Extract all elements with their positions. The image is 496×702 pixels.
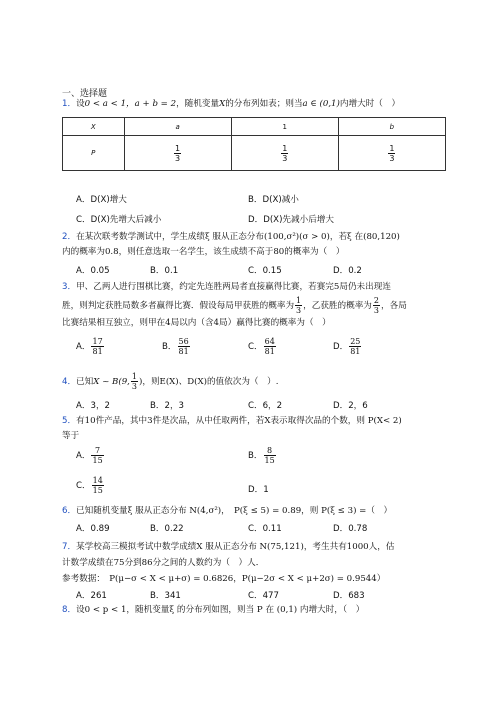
question-1: 1．设0 < a < 1，a + b = 2，随机变量X的分布列如表；则当a ∈ (0,1)内增大时（ ） — [62, 99, 401, 109]
table-cell: X — [63, 118, 125, 136]
option-b: B．2，3 — [150, 401, 185, 411]
option-d: D． $\frac{25}{81}$ — [333, 337, 361, 356]
option-c: C．D(X)先增大后减小 — [76, 215, 162, 225]
option-d: D．0.78 — [333, 524, 368, 534]
question-3: 3．甲、乙两人进行围棋比赛，约定先连胜两局者直接赢得比赛，若赛完5局仍未出现连 胜，则判定获胜局数多者赢得比赛．假设每局甲获胜的概率为 $\frac{1}{3}$ ，乙获胜的概率为 $\frac{2}{3}$ ，各局 比赛结果相互独立，则甲在4局以内（含4局）赢得比赛的概率为（ ） — [62, 282, 407, 328]
option-a: A．261 — [76, 591, 107, 601]
fraction: $\frac{1}{3}$ — [389, 143, 395, 163]
fraction: $\frac{1}{3}$ — [296, 296, 302, 315]
option-b: B． $\frac{8}{15}$ — [248, 446, 275, 465]
option-c: C． $\frac{14}{15}$ — [76, 476, 103, 495]
option-a: A．0.89 — [76, 524, 110, 534]
option-d: D．D(X)先减小后增大 — [248, 215, 334, 225]
option-b: B．0.22 — [150, 524, 184, 534]
option-d: D．683 — [333, 591, 365, 601]
option-d: D．1 — [248, 485, 269, 495]
question-number: 5． — [62, 416, 77, 426]
question-number: 7． — [62, 542, 77, 552]
question-8: 8．设0 < p < 1，随机变量ξ 的分布列如图，则当 P 在 (0,1) 内增大时，（ ） — [62, 605, 365, 615]
question-number: 3． — [62, 282, 77, 292]
table-cell: b — [338, 118, 445, 136]
option-a: A． $\frac{7}{15}$ — [76, 446, 103, 465]
question-number: 2． — [62, 232, 77, 242]
distribution-table — [62, 117, 446, 171]
option-a: A．D(X)增大 — [76, 195, 127, 205]
table-cell: 1 — [231, 118, 338, 136]
section-title: 一、选择题 — [62, 89, 108, 99]
table-row — [63, 136, 446, 171]
question-7: 7．某学校高三模拟考试中数学成绩X 服从正态分布 N(75,121)，考生共有1000人，估 计数学成绩在75分到86分之间的人数约为（ ）人． 参考数据： P(μ−σ < X < μ+σ) = 0.6826，P(μ−2σ < X < μ+2σ) = 0.9544） — [62, 542, 395, 584]
table-cell — [338, 136, 445, 171]
question-number: 4． — [62, 377, 77, 387]
option-b: B．341 — [150, 591, 181, 601]
question-number: 8． — [62, 605, 77, 615]
question-number: 6． — [62, 506, 77, 516]
table-cell — [124, 136, 231, 171]
option-c: C．6，2 — [248, 401, 283, 411]
option-a: A． $\frac{17}{81}$ — [76, 337, 103, 356]
option-b: B． $\frac{56}{81}$ — [162, 337, 189, 356]
question-5: 5．有10件产品，其中3件是次品，从中任取两件，若X表示取得次品的个数，则 P(X< 2) 等于 — [62, 416, 402, 441]
question-number: 1． — [62, 99, 77, 109]
option-c: C．0.11 — [248, 524, 282, 534]
option-a: A．0.05 — [76, 266, 110, 276]
option-c: C． $\frac{64}{81}$ — [248, 337, 275, 356]
option-d: D．2，6 — [333, 401, 368, 411]
option-b: B．0.1 — [150, 266, 179, 276]
option-c: C．0.15 — [248, 266, 282, 276]
table-cell — [231, 136, 338, 171]
table-row — [63, 118, 446, 136]
table-cell: a — [124, 118, 231, 136]
fraction: $\frac{1}{3}$ — [175, 143, 181, 163]
option-d: D．0.2 — [333, 266, 362, 276]
table-cell: P — [63, 136, 125, 171]
option-b: B．D(X)减小 — [248, 195, 299, 205]
question-2: 2．在某次联考数学测试中，学生成绩ξ 服从正态分布(100,σ²)(σ > 0)，若ξ 在(80,120) 内的概率为0.8，则任意选取一名学生，该生成绩不高于80的概率为（ ） — [62, 232, 400, 257]
fraction: $\frac{2}{3}$ — [373, 296, 379, 315]
question-4: 4．已知X ~ B(9, $\frac{1}{3}$ )，则E(X)、D(X)的值依次为（ ）. — [62, 372, 279, 391]
option-a: A．3，2 — [76, 401, 111, 411]
fraction: $\frac{1}{3}$ — [282, 143, 288, 163]
question-6: 6．已知随机变量ξ 服从正态分布 N(4,σ²)， P(ξ ≤ 5) = 0.89，则 P(ξ ≤ 3) =（ ） — [62, 506, 393, 516]
option-c: C．477 — [248, 591, 279, 601]
fraction: $\frac{1}{3}$ — [131, 372, 138, 391]
